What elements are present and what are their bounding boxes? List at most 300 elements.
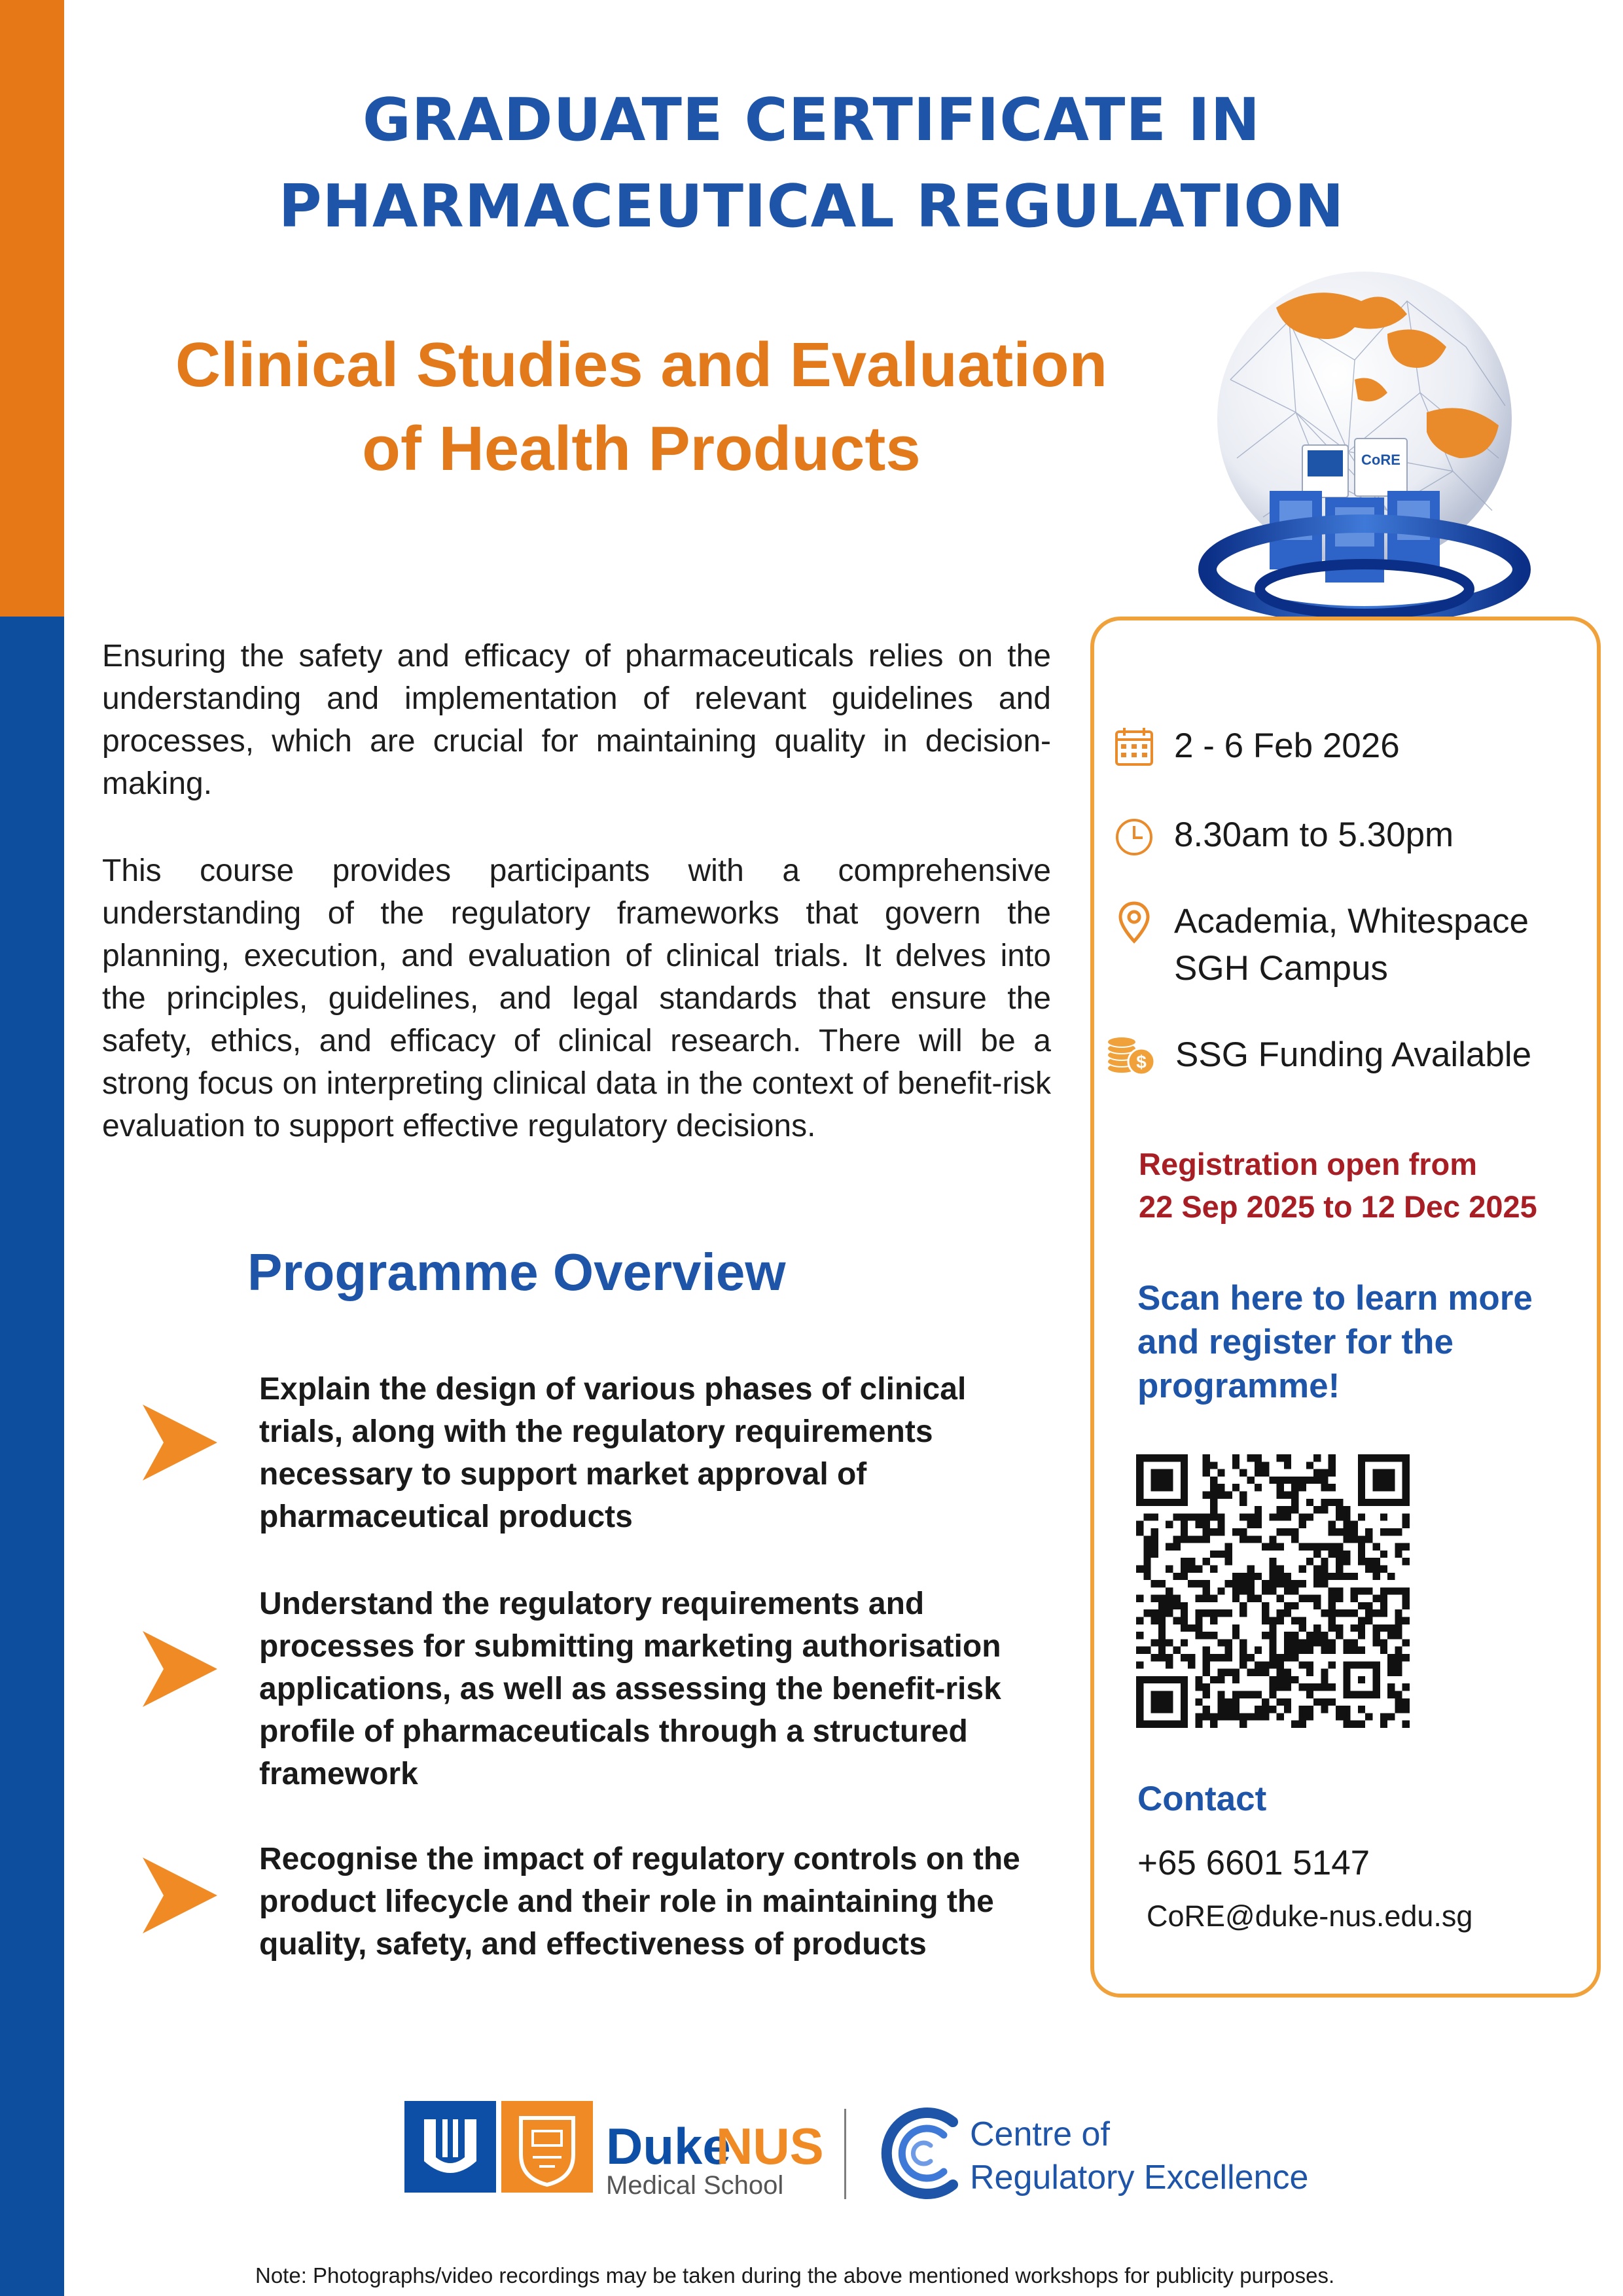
qr-module bbox=[1351, 1528, 1358, 1535]
qr-module bbox=[1351, 1721, 1358, 1728]
title-line-2: PHARMACEUTICAL REGULATION bbox=[278, 172, 1345, 241]
qr-module bbox=[1173, 1513, 1180, 1520]
qr-module bbox=[1240, 1609, 1247, 1617]
qr-module bbox=[1329, 1543, 1336, 1551]
qr-module bbox=[1269, 1573, 1276, 1580]
qr-module bbox=[1306, 1706, 1313, 1713]
qr-module bbox=[1395, 1706, 1402, 1713]
qr-module bbox=[1291, 1477, 1298, 1484]
qr-module bbox=[1143, 1513, 1150, 1520]
qr-module bbox=[1313, 1602, 1321, 1609]
qr-module bbox=[1336, 1706, 1343, 1713]
svg-text:CoRE: CoRE bbox=[1361, 452, 1400, 468]
qr-module bbox=[1262, 1602, 1269, 1609]
qr-module bbox=[1232, 1669, 1240, 1676]
qr-module bbox=[1166, 1543, 1173, 1551]
qr-module bbox=[1365, 1565, 1372, 1572]
qr-module bbox=[1321, 1506, 1328, 1513]
qr-module bbox=[1321, 1676, 1328, 1683]
qr-module bbox=[1225, 1706, 1232, 1713]
qr-module bbox=[1225, 1580, 1232, 1587]
qr-module bbox=[1203, 1580, 1210, 1587]
qr-module bbox=[1284, 1654, 1291, 1661]
qr-module bbox=[1136, 1661, 1143, 1668]
qr-module bbox=[1365, 1558, 1372, 1565]
qr-module bbox=[1351, 1609, 1358, 1617]
qr-module bbox=[1306, 1499, 1313, 1506]
qr-module bbox=[1277, 1580, 1284, 1587]
qr-module bbox=[1151, 1609, 1158, 1617]
qr-module bbox=[1277, 1676, 1284, 1683]
qr-module bbox=[1343, 1506, 1350, 1513]
qr-module bbox=[1358, 1721, 1365, 1728]
qr-module bbox=[1358, 1587, 1365, 1594]
qr-module bbox=[1373, 1639, 1380, 1646]
qr-module bbox=[1365, 1535, 1372, 1543]
duke-logo-word-1: Duke bbox=[606, 2117, 731, 2175]
qr-module bbox=[1210, 1721, 1217, 1728]
qr-module bbox=[1291, 1676, 1298, 1683]
qr-module bbox=[1225, 1639, 1232, 1646]
qr-module bbox=[1329, 1609, 1336, 1617]
contact-phone[interactable]: +65 6601 5147 bbox=[1137, 1844, 1370, 1882]
qr-module bbox=[1299, 1639, 1306, 1646]
qr-module bbox=[1313, 1543, 1321, 1551]
qr-module bbox=[1306, 1632, 1313, 1639]
qr-module bbox=[1166, 1521, 1173, 1528]
logo-divider bbox=[844, 2109, 846, 2199]
qr-module bbox=[1262, 1706, 1269, 1713]
qr-module bbox=[1395, 1654, 1402, 1661]
qr-module bbox=[1380, 1602, 1387, 1609]
qr-module bbox=[1299, 1647, 1306, 1654]
qr-module bbox=[1329, 1647, 1336, 1654]
qr-module bbox=[1299, 1521, 1306, 1528]
qr-module bbox=[1217, 1484, 1224, 1491]
qr-module bbox=[1262, 1661, 1269, 1668]
qr-module bbox=[1269, 1632, 1276, 1639]
intro-paragraph-2: This course provides participants with a comprehensive understanding of the regulatory frameworks that govern the planning, execution, and evaluation of clinical trials. It delves into the principles, guidelines, and legal standards that ensure the safety, ethics, and efficacy of clinical research. There will be a strong focus on interpreting clinical data in the context of benefit-risk evaluation to support effective regulatory decisions. bbox=[102, 853, 1051, 1143]
qr-module bbox=[1210, 1528, 1217, 1535]
qr-module bbox=[1210, 1513, 1217, 1520]
qr-module bbox=[1188, 1565, 1195, 1572]
qr-module bbox=[1358, 1624, 1365, 1632]
qr-module bbox=[1240, 1499, 1247, 1506]
qr-module bbox=[1387, 1713, 1395, 1720]
qr-module bbox=[1313, 1580, 1321, 1587]
qr-module bbox=[1181, 1573, 1188, 1580]
qr-module bbox=[1284, 1454, 1291, 1462]
qr-module bbox=[1166, 1661, 1173, 1668]
qr-module bbox=[1203, 1462, 1210, 1469]
qr-module bbox=[1151, 1617, 1158, 1624]
qr-module bbox=[1143, 1565, 1150, 1572]
side-bar-orange bbox=[0, 0, 64, 617]
qr-module bbox=[1203, 1647, 1210, 1654]
qr-module bbox=[1395, 1661, 1402, 1668]
qr-module bbox=[1181, 1513, 1188, 1520]
qr-module bbox=[1158, 1639, 1166, 1646]
qr-module bbox=[1136, 1617, 1143, 1624]
qr-module bbox=[1299, 1580, 1306, 1587]
qr-module bbox=[1284, 1683, 1291, 1691]
qr-module bbox=[1321, 1698, 1328, 1706]
qr-module bbox=[1402, 1654, 1410, 1661]
qr-module bbox=[1188, 1535, 1195, 1543]
qr-module bbox=[1158, 1617, 1166, 1624]
qr-module bbox=[1143, 1558, 1150, 1565]
qr-module bbox=[1336, 1565, 1343, 1572]
qr-module bbox=[1277, 1654, 1284, 1661]
qr-module bbox=[1232, 1632, 1240, 1639]
qr-module bbox=[1181, 1639, 1188, 1646]
qr-module bbox=[1136, 1565, 1143, 1572]
qr-module bbox=[1299, 1477, 1306, 1484]
date-text: 2 - 6 Feb 2026 bbox=[1174, 726, 1400, 765]
qr-module bbox=[1269, 1565, 1276, 1572]
qr-module bbox=[1395, 1691, 1402, 1698]
qr-module bbox=[1181, 1558, 1188, 1565]
objective-2-line-2: processes for submitting marketing authorisation bbox=[259, 1629, 1001, 1664]
qr-module bbox=[1380, 1609, 1387, 1617]
qr-module bbox=[1291, 1617, 1298, 1624]
qr-module bbox=[1395, 1551, 1402, 1558]
qr-module bbox=[1291, 1499, 1298, 1506]
qr-module bbox=[1387, 1654, 1395, 1661]
qr-module bbox=[1284, 1513, 1291, 1520]
qr-module bbox=[1262, 1609, 1269, 1617]
contact-email[interactable]: CoRE@duke-nus.edu.sg bbox=[1147, 1899, 1473, 1933]
objective-3-line-1: Recognise the impact of regulatory controls on the bbox=[259, 1842, 1020, 1876]
qr-module bbox=[1365, 1528, 1372, 1535]
page-title bbox=[144, 77, 1479, 250]
qr-module bbox=[1255, 1691, 1262, 1698]
arrow-right-icon bbox=[137, 1854, 221, 1937]
qr-module bbox=[1343, 1573, 1350, 1580]
clock-icon bbox=[1113, 814, 1156, 857]
qr-module bbox=[1358, 1602, 1365, 1609]
qr-module bbox=[1343, 1535, 1350, 1543]
qr-module bbox=[1158, 1647, 1166, 1654]
scan-line-2: and register for the bbox=[1137, 1323, 1454, 1361]
qr-module bbox=[1395, 1609, 1402, 1617]
qr-module bbox=[1195, 1580, 1202, 1587]
qr-module bbox=[1299, 1683, 1306, 1691]
scan-line-1: Scan here to learn more bbox=[1137, 1279, 1533, 1318]
qr-module bbox=[1277, 1513, 1284, 1520]
qr-module bbox=[1343, 1528, 1350, 1535]
qr-module bbox=[1402, 1698, 1410, 1706]
qr-module bbox=[1291, 1580, 1298, 1587]
qr-module bbox=[1225, 1609, 1232, 1617]
location-pin-icon bbox=[1113, 901, 1156, 944]
qr-module bbox=[1373, 1595, 1380, 1602]
qr-module bbox=[1380, 1639, 1387, 1646]
qr-module bbox=[1395, 1528, 1402, 1535]
qr-module bbox=[1380, 1647, 1387, 1654]
qr-module bbox=[1195, 1535, 1202, 1543]
qr-module bbox=[1306, 1713, 1313, 1720]
qr-module bbox=[1321, 1565, 1328, 1572]
qr-module bbox=[1380, 1624, 1387, 1632]
qr-module bbox=[1240, 1587, 1247, 1594]
qr-module bbox=[1158, 1632, 1166, 1639]
qr-module bbox=[1136, 1632, 1143, 1639]
qr-module bbox=[1284, 1462, 1291, 1469]
qr-module bbox=[1365, 1617, 1372, 1624]
qr-module bbox=[1373, 1624, 1380, 1632]
qr-module bbox=[1402, 1513, 1410, 1520]
qr-module bbox=[1240, 1573, 1247, 1580]
qr-module bbox=[1284, 1528, 1291, 1535]
qr-module bbox=[1329, 1602, 1336, 1609]
qr-module bbox=[1240, 1469, 1247, 1477]
qr-module bbox=[1247, 1477, 1254, 1484]
qr-module bbox=[1232, 1462, 1240, 1469]
qr-module bbox=[1329, 1499, 1336, 1506]
qr-module bbox=[1343, 1521, 1350, 1528]
qr-module bbox=[1240, 1513, 1247, 1520]
qr-module bbox=[1313, 1595, 1321, 1602]
qr-module bbox=[1365, 1602, 1372, 1609]
qr-module bbox=[1269, 1654, 1276, 1661]
qr-module bbox=[1284, 1609, 1291, 1617]
qr-module bbox=[1321, 1632, 1328, 1639]
qr-module bbox=[1291, 1602, 1298, 1609]
qr-module bbox=[1143, 1535, 1150, 1543]
qr-module bbox=[1262, 1713, 1269, 1720]
qr-module bbox=[1158, 1602, 1166, 1609]
qr-module bbox=[1351, 1521, 1358, 1528]
qr-module bbox=[1351, 1595, 1358, 1602]
qr-module bbox=[1329, 1469, 1336, 1477]
qr-module bbox=[1387, 1669, 1395, 1676]
qr-module bbox=[1232, 1528, 1240, 1535]
qr-module bbox=[1269, 1691, 1276, 1698]
qr-module bbox=[1225, 1669, 1232, 1676]
qr-module bbox=[1210, 1617, 1217, 1624]
qr-module bbox=[1262, 1580, 1269, 1587]
qr-module bbox=[1387, 1661, 1395, 1668]
qr-module bbox=[1306, 1683, 1313, 1691]
qr-module bbox=[1255, 1521, 1262, 1528]
qr-module bbox=[1151, 1595, 1158, 1602]
qr-code[interactable] bbox=[1136, 1454, 1410, 1728]
qr-module bbox=[1336, 1551, 1343, 1558]
qr-module bbox=[1210, 1609, 1217, 1617]
qr-module bbox=[1255, 1706, 1262, 1713]
qr-module bbox=[1321, 1609, 1328, 1617]
qr-module bbox=[1343, 1609, 1350, 1617]
objective-2-line-4: profile of pharmaceuticals through a structured bbox=[259, 1714, 968, 1749]
qr-module bbox=[1313, 1624, 1321, 1632]
qr-module bbox=[1232, 1691, 1240, 1698]
qr-module bbox=[1240, 1647, 1247, 1654]
qr-module bbox=[1203, 1683, 1210, 1691]
qr-module bbox=[1277, 1595, 1284, 1602]
qr-module bbox=[1277, 1477, 1284, 1484]
qr-module bbox=[1240, 1691, 1247, 1698]
qr-module bbox=[1232, 1595, 1240, 1602]
qr-module bbox=[1299, 1543, 1306, 1551]
qr-module bbox=[1321, 1499, 1328, 1506]
qr-module bbox=[1203, 1587, 1210, 1594]
qr-module bbox=[1380, 1528, 1387, 1535]
qr-module bbox=[1195, 1683, 1202, 1691]
qr-module bbox=[1225, 1558, 1232, 1565]
qr-module bbox=[1247, 1521, 1254, 1528]
qr-module bbox=[1240, 1654, 1247, 1661]
qr-module bbox=[1402, 1706, 1410, 1713]
qr-module bbox=[1217, 1551, 1224, 1558]
course-title-line-2: of Health Products bbox=[362, 414, 921, 484]
qr-module bbox=[1269, 1683, 1276, 1691]
qr-module bbox=[1247, 1454, 1254, 1462]
core-logo-line-1: Centre of bbox=[970, 2115, 1110, 2153]
qr-module bbox=[1306, 1558, 1313, 1565]
qr-module bbox=[1240, 1713, 1247, 1720]
qr-module bbox=[1195, 1617, 1202, 1624]
qr-module bbox=[1151, 1535, 1158, 1543]
core-logo bbox=[868, 2102, 1352, 2204]
qr-module bbox=[1232, 1624, 1240, 1632]
qr-module bbox=[1313, 1469, 1321, 1477]
qr-module bbox=[1225, 1647, 1232, 1654]
qr-module bbox=[1299, 1484, 1306, 1491]
qr-module bbox=[1203, 1521, 1210, 1528]
duke-logo-word-2: NUS bbox=[716, 2117, 824, 2175]
qr-module bbox=[1181, 1535, 1188, 1543]
qr-module bbox=[1313, 1698, 1321, 1706]
qr-module bbox=[1306, 1647, 1313, 1654]
objective-3-line-3: quality, safety, and effectiveness of products bbox=[259, 1927, 927, 1962]
qr-module bbox=[1284, 1669, 1291, 1676]
qr-module bbox=[1313, 1506, 1321, 1513]
qr-module bbox=[1255, 1506, 1262, 1513]
qr-module bbox=[1321, 1639, 1328, 1646]
registration-period bbox=[1139, 1143, 1537, 1228]
qr-module bbox=[1321, 1647, 1328, 1654]
qr-module bbox=[1358, 1632, 1365, 1639]
qr-module bbox=[1217, 1654, 1224, 1661]
qr-module bbox=[1143, 1543, 1150, 1551]
qr-module bbox=[1373, 1573, 1380, 1580]
qr-module bbox=[1255, 1484, 1262, 1491]
qr-module bbox=[1247, 1565, 1254, 1572]
qr-module bbox=[1255, 1669, 1262, 1676]
qr-module bbox=[1210, 1595, 1217, 1602]
qr-module bbox=[1336, 1513, 1343, 1520]
qr-module bbox=[1255, 1573, 1262, 1580]
qr-module bbox=[1277, 1617, 1284, 1624]
qr-module bbox=[1225, 1654, 1232, 1661]
qr-module bbox=[1402, 1602, 1410, 1609]
qr-module bbox=[1358, 1513, 1365, 1520]
qr-module bbox=[1195, 1565, 1202, 1572]
qr-module bbox=[1262, 1669, 1269, 1676]
qr-module bbox=[1269, 1535, 1276, 1543]
qr-module bbox=[1232, 1587, 1240, 1594]
qr-module bbox=[1217, 1609, 1224, 1617]
qr-module bbox=[1217, 1698, 1224, 1706]
qr-module bbox=[1321, 1683, 1328, 1691]
qr-module bbox=[1402, 1617, 1410, 1624]
qr-module bbox=[1306, 1595, 1313, 1602]
qr-module bbox=[1158, 1595, 1166, 1602]
qr-module bbox=[1269, 1543, 1276, 1551]
qr-module bbox=[1240, 1721, 1247, 1728]
qr-module bbox=[1277, 1565, 1284, 1572]
qr-module bbox=[1158, 1609, 1166, 1617]
qr-module bbox=[1306, 1639, 1313, 1646]
qr-module bbox=[1195, 1713, 1202, 1720]
qr-module bbox=[1143, 1573, 1150, 1580]
qr-module bbox=[1380, 1565, 1387, 1572]
qr-module bbox=[1299, 1617, 1306, 1624]
qr-module bbox=[1351, 1587, 1358, 1594]
qr-module bbox=[1336, 1499, 1343, 1506]
scan-prompt bbox=[1137, 1276, 1533, 1408]
qr-module bbox=[1336, 1528, 1343, 1535]
qr-module bbox=[1262, 1698, 1269, 1706]
qr-module bbox=[1321, 1580, 1328, 1587]
qr-module bbox=[1277, 1713, 1284, 1720]
qr-module bbox=[1321, 1543, 1328, 1551]
qr-module bbox=[1269, 1647, 1276, 1654]
qr-module bbox=[1380, 1713, 1387, 1720]
qr-module bbox=[1291, 1639, 1298, 1646]
qr-module bbox=[1329, 1624, 1336, 1632]
qr-module bbox=[1365, 1713, 1372, 1720]
qr-module bbox=[1210, 1491, 1217, 1498]
qr-module bbox=[1336, 1713, 1343, 1720]
qr-module bbox=[1336, 1595, 1343, 1602]
qr-module bbox=[1387, 1528, 1395, 1535]
qr-module bbox=[1402, 1587, 1410, 1594]
qr-module bbox=[1181, 1521, 1188, 1528]
objective-1-line-3: necessary to support market approval of bbox=[259, 1457, 867, 1492]
duke-logo-subtitle: Medical School bbox=[606, 2171, 784, 2200]
side-bar-blue bbox=[0, 617, 64, 2296]
qr-module bbox=[1255, 1595, 1262, 1602]
course-title bbox=[79, 323, 1204, 491]
registration-line-2: 22 Sep 2025 to 12 Dec 2025 bbox=[1139, 1189, 1537, 1224]
qr-module bbox=[1188, 1513, 1195, 1520]
qr-module bbox=[1329, 1528, 1336, 1535]
qr-module bbox=[1329, 1595, 1336, 1602]
qr-module bbox=[1291, 1654, 1298, 1661]
qr-module bbox=[1313, 1454, 1321, 1462]
qr-module bbox=[1203, 1654, 1210, 1661]
qr-module bbox=[1380, 1595, 1387, 1602]
qr-module bbox=[1277, 1506, 1284, 1513]
qr-module bbox=[1232, 1698, 1240, 1706]
qr-module bbox=[1240, 1528, 1247, 1535]
qr-module bbox=[1284, 1632, 1291, 1639]
qr-module bbox=[1291, 1647, 1298, 1654]
qr-module bbox=[1262, 1543, 1269, 1551]
qr-module bbox=[1299, 1721, 1306, 1728]
qr-module bbox=[1343, 1639, 1350, 1646]
qr-module bbox=[1306, 1462, 1313, 1469]
qr-module bbox=[1247, 1691, 1254, 1698]
qr-module bbox=[1395, 1624, 1402, 1632]
arrow-right-icon bbox=[137, 1627, 221, 1711]
arrow-right-icon bbox=[137, 1401, 221, 1484]
qr-module bbox=[1313, 1573, 1321, 1580]
qr-module bbox=[1343, 1721, 1350, 1728]
qr-module bbox=[1136, 1647, 1143, 1654]
